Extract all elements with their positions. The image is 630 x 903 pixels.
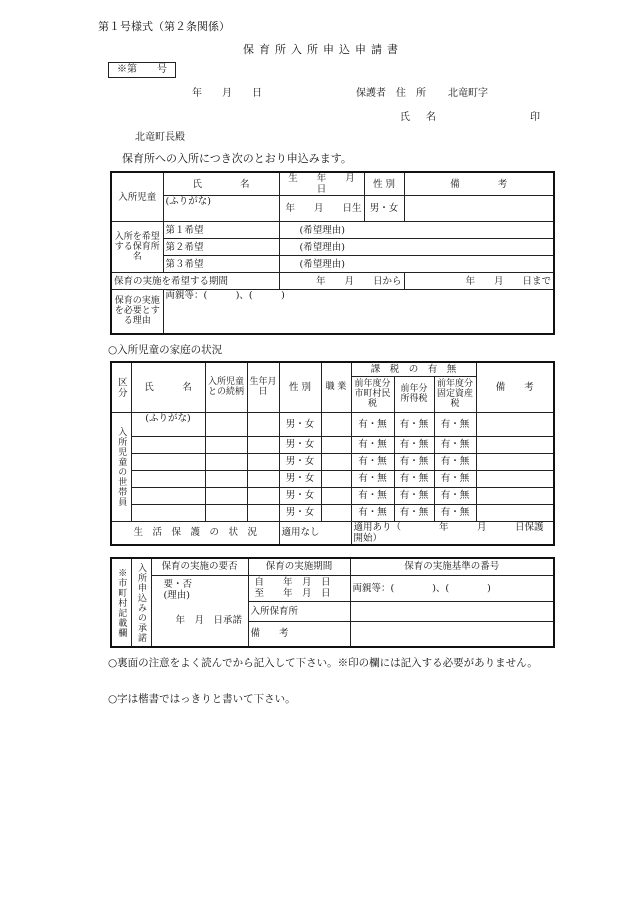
member-birth-cell[interactable]: [247, 453, 279, 470]
member-sex-cell[interactable]: 男・女: [279, 470, 321, 487]
member-job-cell[interactable]: [321, 504, 351, 521]
member-sex-cell[interactable]: 男・女: [279, 453, 321, 470]
member-tax1-cell[interactable]: 有・無: [351, 470, 394, 487]
welfare-applied-option[interactable]: 適用あり（ 年 月 日保護開始）: [351, 521, 554, 545]
form-number: 第１号様式（第２条関係）: [98, 20, 230, 33]
tax3-header: 前年度分固定資産税: [434, 376, 476, 412]
child-birth-field[interactable]: 年 月 日生: [279, 196, 364, 222]
intro-text: 保育所への入所につき次のとおり申込みます。: [122, 152, 352, 165]
seal-mark: 印: [530, 112, 540, 123]
need-reason[interactable]: (理由): [163, 589, 190, 601]
tax1-header: 前年度分市町村民税: [351, 376, 394, 412]
member-tax3-cell[interactable]: 有・無: [434, 470, 476, 487]
acceptance-label: 入所申込みの承諾: [131, 558, 151, 647]
member-name-cell[interactable]: [131, 487, 205, 504]
welfare-none-option[interactable]: 適用なし: [279, 521, 351, 545]
nursery-label: 入所保育所: [248, 601, 350, 621]
municipality-side-label: ※市町村記載欄: [111, 558, 131, 647]
member-tax1-cell[interactable]: 有・無: [351, 453, 394, 470]
table-row: [111, 470, 554, 487]
member-tax2-cell[interactable]: 有・無: [394, 453, 434, 470]
hope-3-reason[interactable]: (希望理由): [299, 258, 345, 270]
child-remark-field[interactable]: [404, 196, 554, 222]
relation-header: 入所児童との続柄: [205, 362, 247, 412]
standard-header: 保育の実施基準の番号: [350, 558, 554, 575]
member-name-header: 氏 名: [131, 362, 205, 412]
member-remark-cell[interactable]: [476, 412, 554, 436]
member-sex-header: 性 別: [279, 362, 321, 412]
member-birth-header: 生年月日: [247, 362, 279, 412]
child-label: 入所児童: [111, 172, 163, 222]
member-tax3-cell[interactable]: 有・無: [434, 504, 476, 521]
hope-1-label: 第１希望: [163, 222, 279, 239]
name-header: 氏 名: [163, 172, 279, 196]
period-from-value[interactable]: 自 年 月 日: [254, 577, 331, 588]
tax-header: 課 税 の 有 無: [351, 362, 476, 376]
member-job-cell[interactable]: [321, 470, 351, 487]
guardian-address-label: 保護者 住 所: [356, 88, 426, 99]
standard-value[interactable]: 両親等：( )、( ): [350, 575, 554, 601]
member-sex-cell[interactable]: 男・女: [279, 436, 321, 453]
period-header: 保育の実施期間: [248, 558, 350, 575]
reference-number-box: ※第 号: [108, 62, 176, 78]
welfare-label: 生 活 保 護 の 状 況: [111, 521, 279, 545]
member-birth-cell[interactable]: [247, 487, 279, 504]
kubun-header: 区分: [111, 362, 131, 412]
application-date: 年 月 日: [192, 88, 262, 99]
member-relation-cell[interactable]: [205, 504, 247, 521]
page-title: 保育所入所申込申請書: [243, 43, 403, 56]
remark-header: 備 考: [404, 172, 554, 196]
member-job-cell[interactable]: [321, 412, 351, 436]
member-tax1-cell[interactable]: 有・無: [351, 412, 394, 436]
member-name-cell[interactable]: [131, 436, 205, 453]
hope-2-reason[interactable]: (希望理由): [299, 241, 345, 253]
member-remark-cell[interactable]: [476, 436, 554, 453]
nursery-field[interactable]: [350, 601, 554, 621]
household-table: [110, 361, 555, 546]
household-side-label: 入所児童の世帯員: [111, 412, 131, 521]
remark-field[interactable]: [350, 621, 554, 647]
note-2: ○字は楷書ではっきりと書いて下さい。: [108, 693, 296, 705]
member-furigana: (ふりがな): [145, 412, 191, 424]
table-row: [111, 504, 554, 521]
birth-header: 生 年 月 日: [279, 172, 364, 196]
job-header: 職 業: [321, 362, 351, 412]
child-furigana: (ふりがな): [165, 196, 211, 207]
member-tax1-cell[interactable]: 有・無: [351, 436, 394, 453]
hope-2-label: 第２希望: [163, 239, 279, 256]
member-tax3-cell[interactable]: 有・無: [434, 436, 476, 453]
member-job-cell[interactable]: [321, 487, 351, 504]
period-to-value[interactable]: 至 年 月 日: [254, 588, 331, 599]
member-job-cell[interactable]: [321, 436, 351, 453]
hope-3-label: 第３希望: [163, 256, 279, 273]
member-name-cell[interactable]: [131, 504, 205, 521]
member-tax2-cell[interactable]: 有・無: [394, 487, 434, 504]
accepted-date[interactable]: 年 月 日承諾: [175, 614, 243, 626]
member-birth-cell[interactable]: [247, 504, 279, 521]
member-relation-cell[interactable]: [205, 436, 247, 453]
hope-1-reason[interactable]: (希望理由): [299, 224, 345, 236]
addressee: 北竜町長殿: [135, 132, 185, 143]
period-from-field[interactable]: 年 月 日から: [279, 273, 404, 290]
member-tax1-cell[interactable]: 有・無: [351, 487, 394, 504]
household-heading: ○入所児童の家庭の状況: [108, 344, 223, 356]
remark-label: 備 考: [248, 621, 350, 647]
sex-header: 性 別: [364, 172, 404, 196]
member-sex-cell[interactable]: 男・女: [279, 504, 321, 521]
guardian-address-value: 北竜町字: [448, 88, 488, 99]
member-relation-cell[interactable]: [205, 470, 247, 487]
note-1: ○裏面の注意をよく読んでから記入して下さい。※印の欄には記入する必要がありません。: [108, 657, 538, 669]
member-relation-cell[interactable]: [205, 487, 247, 504]
member-name-cell[interactable]: [131, 453, 205, 470]
member-remark-cell[interactable]: [476, 487, 554, 504]
member-tax2-cell[interactable]: 有・無: [394, 412, 434, 436]
member-tax3-cell[interactable]: 有・無: [434, 412, 476, 436]
member-sex-cell[interactable]: 男・女: [279, 487, 321, 504]
reason-field[interactable]: 両親等：( )、( ): [165, 290, 285, 301]
member-tax1-cell[interactable]: 有・無: [351, 504, 394, 521]
table-row: [111, 436, 554, 453]
member-relation-cell[interactable]: [205, 412, 247, 436]
member-remark-cell[interactable]: [476, 470, 554, 487]
hope-label: 入所を希望する保育所名: [111, 222, 163, 273]
member-remark-header: 備 考: [476, 362, 554, 412]
child-application-table: [110, 171, 555, 335]
period-to-field[interactable]: 年 月 日まで: [404, 273, 554, 290]
member-tax3-cell[interactable]: 有・無: [434, 453, 476, 470]
member-tax2-cell[interactable]: 有・無: [394, 504, 434, 521]
tax2-header: 前年分所得税: [394, 376, 434, 412]
member-birth-cell[interactable]: [247, 470, 279, 487]
table-row: [111, 487, 554, 504]
member-remark-cell[interactable]: [476, 453, 554, 470]
table-row: [111, 453, 554, 470]
need-value[interactable]: 要・否: [163, 578, 193, 590]
member-tax3-cell[interactable]: 有・無: [434, 487, 476, 504]
member-remark-cell[interactable]: [476, 504, 554, 521]
period-label: 保育の実施を希望する期間: [111, 273, 279, 290]
member-tax2-cell[interactable]: 有・無: [394, 470, 434, 487]
need-header: 保育の実施の要否: [151, 558, 248, 575]
member-birth-cell[interactable]: [247, 412, 279, 436]
member-birth-cell[interactable]: [247, 436, 279, 453]
municipality-table: [110, 557, 555, 648]
guardian-name-label: 氏 名: [400, 112, 439, 123]
reason-label: 保育の実施を必要とする理由: [111, 290, 163, 334]
member-tax2-cell[interactable]: 有・無: [394, 436, 434, 453]
member-relation-cell[interactable]: [205, 453, 247, 470]
child-sex-field[interactable]: 男・女: [364, 196, 404, 222]
member-sex-cell[interactable]: 男・女: [279, 412, 321, 436]
member-job-cell[interactable]: [321, 453, 351, 470]
member-name-cell[interactable]: [131, 470, 205, 487]
